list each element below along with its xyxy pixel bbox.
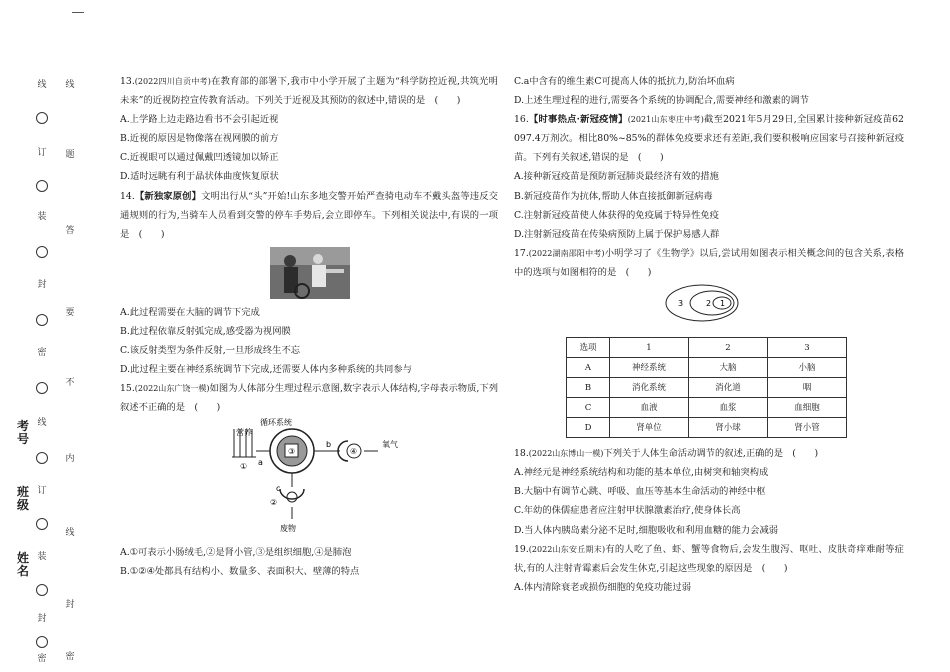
question-14 <box>120 187 498 244</box>
table-header: 2 <box>689 338 768 358</box>
table-cell: A <box>567 358 610 378</box>
binding-hole <box>36 246 48 258</box>
circulation-label: 循环系统 <box>260 418 292 428</box>
option-a: A.神经元是神经系统结构和功能的基本单位,由树突和轴突构成 <box>514 467 769 479</box>
question-source: (2022山东博山一模) <box>528 449 604 459</box>
binding-char: 装 <box>37 212 47 222</box>
binding-char: 题 <box>65 150 75 160</box>
question-stem: 下列关于人体生命活动调节的叙述,正确的是 ( ) <box>603 448 819 460</box>
table-row <box>567 398 847 418</box>
name-label: 姓名 <box>16 551 29 578</box>
label-a: a <box>258 458 263 468</box>
table-header: 1 <box>610 338 689 358</box>
question-source: (2022四川自贡中考) <box>134 77 211 86</box>
question-16 <box>514 110 904 167</box>
table-cell: 血细胞 <box>768 398 847 418</box>
table-cell: B <box>567 378 610 398</box>
question-number: 14. <box>120 190 135 202</box>
binding-char: 密 <box>37 348 47 358</box>
option-a: A.此过程需要在大脑的调节下完成 <box>120 306 260 318</box>
option-d: D.当人体内胰岛素分泌不足时,细胞吸收和利用血糖的能力会减弱 <box>514 524 779 536</box>
option-b: B.近视的原因是物像落在视网膜的前方 <box>120 133 279 145</box>
binding-char: 密 <box>65 652 75 662</box>
binding-char: 线 <box>65 80 75 90</box>
exam-number-label: 考号 <box>16 419 29 446</box>
option-d: D.上述生理过程的进行,需要各个系统的协调配合,需要神经和激素的调节 <box>514 95 809 107</box>
binding-hole <box>36 382 48 394</box>
table-row <box>567 378 847 398</box>
binding-hole <box>36 112 48 124</box>
binding-char: 线 <box>65 528 75 538</box>
question-source: (2021山东枣庄中考) <box>627 115 704 125</box>
label-3: ③ <box>288 447 296 457</box>
label-c: c <box>276 484 281 494</box>
binding-char: 密 <box>37 654 47 664</box>
binding-char: 答 <box>65 226 75 236</box>
question-15 <box>120 379 498 417</box>
option-d: D.注射新冠疫苗在传染病预防上属于保护易感人群 <box>514 228 720 240</box>
option-a: A.上学路上边走路边看书不会引起近视 <box>120 114 279 126</box>
table-cell: 肾小管 <box>768 418 847 438</box>
binding-char: 要 <box>65 308 75 318</box>
option-b: B.新冠疫苗作为抗体,帮助人体直接抵御新冠病毒 <box>514 190 713 202</box>
question-18 <box>514 444 904 463</box>
question-19 <box>514 540 904 578</box>
venn-label-2: 2 <box>706 299 712 309</box>
binding-char: 线 <box>37 418 47 428</box>
binding-char: 订 <box>37 486 47 496</box>
option-a: A.体内清除衰老或损伤细胞的免疫功能过弱 <box>514 581 692 593</box>
question-13 <box>120 72 498 110</box>
binding-char: 线 <box>37 80 47 90</box>
binding-column-inner <box>62 0 82 672</box>
venn-label-1: 1 <box>720 299 726 309</box>
binding-char: 装 <box>37 552 47 562</box>
question-number: 16. <box>514 114 529 126</box>
nutrient-label: 营养 <box>236 428 252 438</box>
option-a: A.①可表示小肠绒毛,②是肾小管,③是组织细胞,④是肺泡 <box>120 546 352 558</box>
table-cell: 咽 <box>768 378 847 398</box>
waste-label: 废物 <box>280 524 296 534</box>
table-cell: 消化系统 <box>610 378 689 398</box>
question-stem: 在教育部的部署下,我市中小学开展了主题为“科学防控近视,共筑光明未来”的近视防控宣传教育活动。下列关于近视及其预防的叙述中,错误的是 ( ) <box>120 76 498 107</box>
binding-hole <box>36 518 48 530</box>
table-header: 3 <box>768 338 847 358</box>
label-1: ① <box>240 462 248 472</box>
question-stem: 截至2021年5月29日,全国累计接种新冠疫苗62 097.4万剂次。相比80%~85%的群体免疫要求还有差距,我们要积极响应国家号召接种新冠疫苗。下列有关叙述,错误的是 ( ) <box>514 114 904 164</box>
table-cell: 小脑 <box>768 358 847 378</box>
option-c: C.年幼的侏儒症患者应注射甲状腺激素治疗,使身体长高 <box>514 505 741 517</box>
option-c: C.注射新冠疫苗使人体获得的免疫属于特异性免疫 <box>514 209 719 221</box>
table-cell: D <box>567 418 610 438</box>
option-d: D.此过程主要在神经系统调节下完成,还需要人体内多种系统的共同参与 <box>120 364 412 376</box>
table-cell: 肾单位 <box>610 418 689 438</box>
binding-column-outer <box>34 0 54 672</box>
table-cell: 神经系统 <box>610 358 689 378</box>
binding-hole <box>36 636 48 648</box>
oxygen-label: 氧气 <box>382 440 398 450</box>
question-number: 18. <box>514 448 529 460</box>
option-a: A.接种新冠疫苗是预防新冠肺炎最经济有效的措施 <box>514 171 719 183</box>
venn-diagram <box>664 282 904 331</box>
venn-label-3: 3 <box>678 299 684 309</box>
question-source: (2022山东安丘期末) <box>528 544 606 554</box>
question-tag: 【新独家原创】 <box>134 190 202 202</box>
binding-char: 内 <box>65 454 75 464</box>
table-cell: 消化道 <box>689 378 768 398</box>
binding-char: 订 <box>37 148 47 158</box>
question-number: 17. <box>514 247 529 259</box>
option-b: B.①②④处都具有结构小、数量多、表面积大、壁薄的特点 <box>120 565 360 577</box>
binding-char: 封 <box>37 280 47 290</box>
class-label: 班级 <box>16 485 29 512</box>
binding-hole <box>36 314 48 326</box>
question-source: (2022湖南邵阳中考) <box>528 248 605 258</box>
question-tag: 【时事热点·新冠疫情】 <box>528 114 628 126</box>
table-cell: 血液 <box>610 398 689 418</box>
table-cell: 血浆 <box>689 398 768 418</box>
question-17 <box>514 244 904 282</box>
option-c: C.近视眼可以通过佩戴凹透镜加以矫正 <box>120 152 279 164</box>
question-stem: 有的人吃了鱼、虾、蟹等食物后,会发生腹泻、呕吐、皮肤奇痒难耐等症状,有的人注射青霉素后会发生休克,引起这些现象的原因是 ( ) <box>514 543 904 574</box>
table-header-row <box>567 338 847 358</box>
label-b: b <box>326 440 332 450</box>
option-c: C.a中含有的维生素C可提高人体的抵抗力,防治坏血病 <box>514 76 735 87</box>
option-b: B.大脑中有调节心跳、呼吸、血压等基本生命活动的神经中枢 <box>514 486 766 498</box>
binding-char: 封 <box>37 614 47 624</box>
binding-hole <box>36 452 48 464</box>
option-c: C.该反射类型为条件反射,一旦形成终生不忘 <box>120 345 301 357</box>
question-number: 13. <box>120 76 135 87</box>
traffic-police-photo <box>270 247 350 299</box>
question-stem: 小明学习了《生物学》以后,尝试用如图表示相关概念间的包含关系,表格中的选项与如图相符的是 ( ) <box>514 247 904 278</box>
table-row <box>567 418 847 438</box>
binding-char: 不 <box>65 378 75 388</box>
binding-hole <box>36 180 48 192</box>
table-cell: 大脑 <box>689 358 768 378</box>
binding-char: 封 <box>65 600 75 610</box>
table-cell: 肾小球 <box>689 418 768 438</box>
table-header: 选项 <box>567 338 610 358</box>
right-column <box>514 72 904 597</box>
option-b: B.此过程依靠反射弧完成,感受器为视网膜 <box>120 325 291 337</box>
question-number: 19. <box>514 543 529 555</box>
question-stem: 文明出行从“头”开始!山东多地交警开始严查骑电动车不戴头盔等违反交通规则的行为,当骑车人员看到交警的停车手势后,会立即停车。下列相关说法中,有误的一项是 ( ) <box>120 190 498 240</box>
physiology-diagram <box>230 417 498 542</box>
question-source: (2022山东广饶一模) <box>134 384 210 394</box>
label-4: ④ <box>350 447 358 457</box>
question-number: 15. <box>120 383 135 395</box>
option-d: D.适时远眺有利于晶状体曲度恢复原状 <box>120 171 279 183</box>
table-row <box>567 358 847 378</box>
binding-hole <box>36 584 48 596</box>
left-column <box>120 72 498 581</box>
table-cell: C <box>567 398 610 418</box>
label-2: ② <box>270 498 278 508</box>
question-stem: 如图为人体部分生理过程示意图,数字表示人体结构,字母表示物质,下列叙述不正确的是 ( ) <box>120 383 498 414</box>
options-table <box>566 337 847 438</box>
